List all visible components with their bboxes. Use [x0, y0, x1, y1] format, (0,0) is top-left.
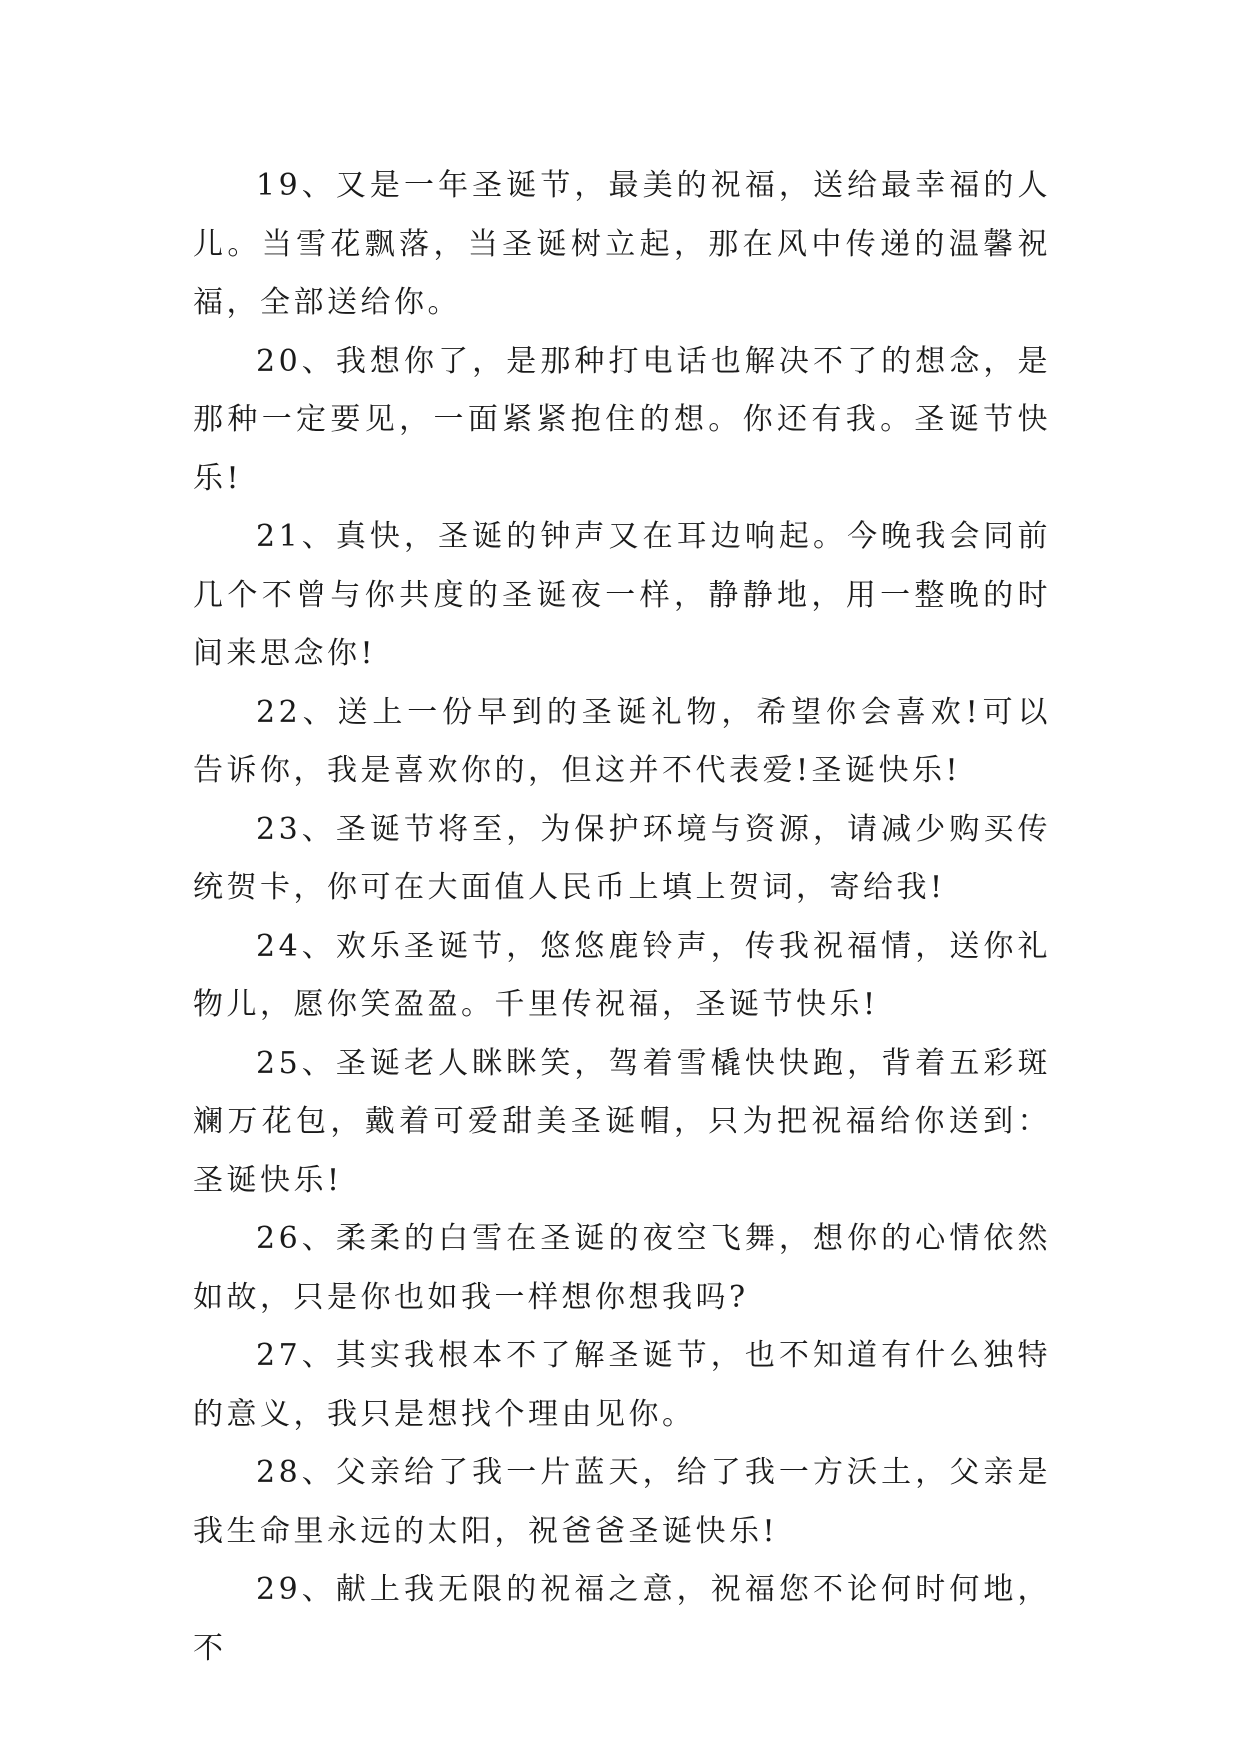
paragraph-24: 24、欢乐圣诞节，悠悠鹿铃声，传我祝福情，送你礼物儿，愿你笑盈盈。千里传祝福，圣诞节快乐!	[193, 928, 1051, 1022]
paragraph-25: 25、圣诞老人眯眯笑，驾着雪橇快快跑，背着五彩斑斓万花包，戴着可爱甜美圣诞帽，只为把祝福给你送到：圣诞快乐!	[193, 1045, 1051, 1198]
paragraph-27: 27、其实我根本不了解圣诞节，也不知道有什么独特的意义，我只是想找个理由见你。	[193, 1338, 1051, 1432]
paragraph-26: 26、柔柔的白雪在圣诞的夜空飞舞，想你的心情依然如故，只是你也如我一样想你想我吗?	[193, 1221, 1051, 1315]
paragraph-21: 21、真快，圣诞的钟声又在耳边响起。今晚我会同前几个不曾与你共度的圣诞夜一样，静静地，用一整晚的时间来思念你!	[193, 519, 1051, 671]
paragraph-28: 28、父亲给了我一片蓝天，给了我一方沃土，父亲是我生命里永远的太阳，祝爸爸圣诞快乐!	[193, 1455, 1051, 1549]
paragraph-22: 22、送上一份早到的圣诞礼物，希望你会喜欢!可以告诉你，我是喜欢你的，但这并不代表爱!圣诞快乐!	[193, 694, 1051, 788]
paragraph-23: 23、圣诞节将至，为保护环境与资源，请减少购买传统贺卡，你可在大面值人民币上填上贺词，寄给我!	[193, 811, 1051, 905]
paragraph-20: 20、我想你了，是那种打电话也解决不了的想念，是那种一定要见，一面紧紧抱住的想。你还有我。圣诞节快乐!	[193, 343, 1051, 496]
paragraph-19: 19、又是一年圣诞节，最美的祝福，送给最幸福的人儿。当雪花飘落，当圣诞树立起，那在风中传递的温馨祝福，全部送给你。	[193, 168, 1051, 320]
document-body	[193, 157, 1051, 1678]
paragraph-29: 29、献上我无限的祝福之意，祝福您不论何时何地，不	[193, 1572, 1051, 1666]
